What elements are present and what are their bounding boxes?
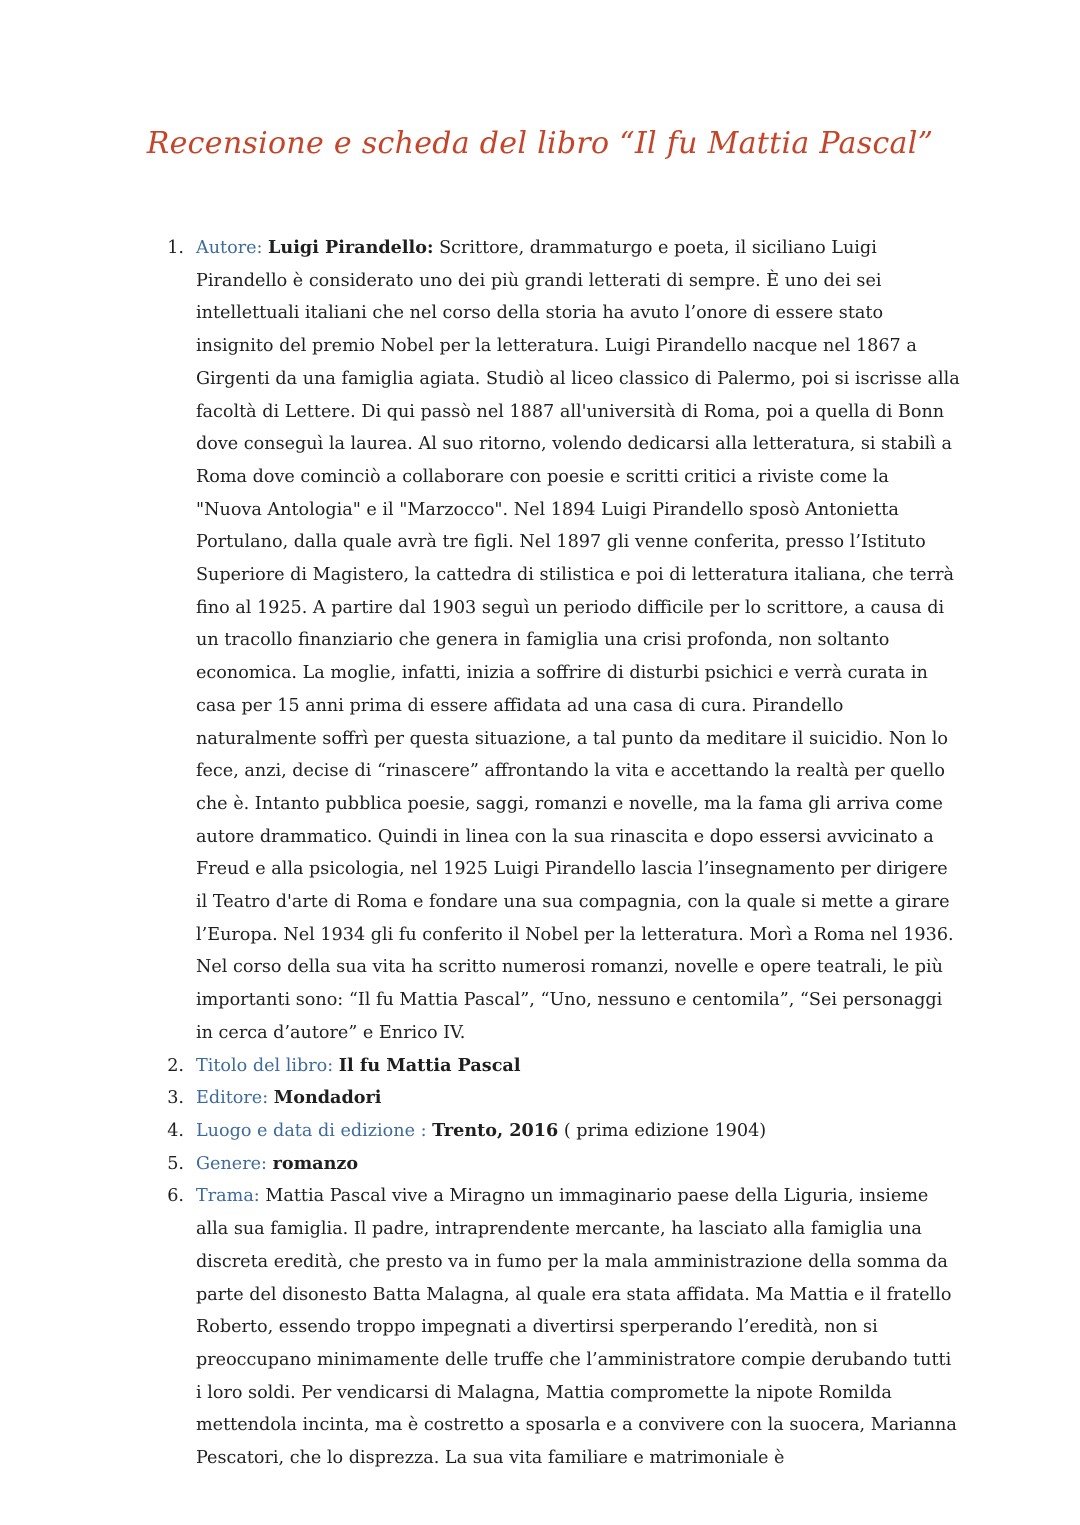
list-item-luogo-data [160,1115,960,1148]
item-number: 4. [167,1120,184,1141]
item-value: Luigi Pirandello: [268,237,434,258]
item-number: 6. [167,1186,184,1207]
item-number: 1. [167,238,184,258]
item-number: 2. [167,1055,184,1076]
item-label: Editore: [196,1088,269,1109]
item-label: Genere: [196,1153,267,1174]
item-value: Trento, 2016 [432,1119,559,1141]
page-title: Recensione e scheda del libro “Il fu Mattia Pascal” [146,126,934,161]
list-item-editore [160,1082,960,1115]
item-text: Mattia Pascal vive a Miragno un immaginario paese della Liguria, insieme alla sua famiglia. Il padre, intraprendente mercante, ha lasciato alla famiglia una discreta eredità, che presto va in fumo per la mala amministrazione della somma da parte del disonesto Batta Malagna, al quale era stata affidata. Ma Mattia e il fratello Roberto, essendo troppo impegnati a divertirsi sperperando l’eredità, non si preoccupano minimamente delle truffe che l’amministratore compie derubando tutti i loro soldi. Per vendicarsi di Malagna, Mattia compromette la nipote Romilda mettendola incinta, ma è costretto a sposarla e a convivere con la suocera, Marianna Pescatori, che lo disprezza. La sua vita familiare e matrimoniale è [196,1186,957,1469]
item-text: Scrittore, drammaturgo e poeta, il siciliano Luigi Pirandello è considerato uno dei più grandi letterati di sempre. È uno dei sei intellettuali italiani che nel corso della storia ha avuto l’onore di essere stato insignito del premio Nobel per la letteratura. Luigi Pirandello nacque nel 1867 a Girgenti da una famiglia agiata. Studiò al liceo classico di Palermo, poi si iscrisse alla facoltà di Lettere. Di qui passò nel 1887 all'università di Roma, poi a quella di Bonn dove conseguì la laurea. Al suo ritorno, volendo dedicarsi alla letteratura, si stabilì a Roma dove cominciò a collaborare con poesie e scritti critici a riviste come la "Nuova Antologia" e il "Marzocco". Nel 1894 Luigi Pirandello sposò Antonietta Portulano, dalla quale avrà tre figli. Nel 1897 gli venne conferita, presso l’Istituto Superiore di Magistero, la cattedra di stilistica e poi di letteratura italiana, che terrà fino al 1925. A partire dal 1903 seguì un periodo difficile per lo scrittore, a causa di un tracollo finanziario che genera in famiglia una crisi profonda, non soltanto economica. La moglie, infatti, inizia a soffrire di disturbi psichici e verrà curata in casa per 15 anni prima di essere affidata ad una casa di cura. Pirandello naturalmente soffrì per questa situazione, a tal punto da meditare il suicidio. Non lo fece, anzi, decise di “rinascere” affrontando la vita e accettando la realtà per quello che è. Intanto pubblica poesie, saggi, romanzi e novelle, ma la fama gli arriva come autore drammatico. Quindi in linea con la sua rinascita e dopo essersi avvicinato a Freud e alla psicologia, nel 1925 Luigi Pirandello lascia l’insegnamento per dirigere il Teatro d'arte di Roma e fondare una sua compagnia, con la quale si mette a girare l’Europa. Nel 1934 gli fu conferito il Nobel per la letteratura. Morì a Roma nel 1936. Nel corso della sua vita ha scritto numerosi romanzi, novelle e opere teatrali, le più importanti sono: “Il fu Mattia Pascal”, “Uno, nessuno e centomila”, “Sei personaggi in cerca d’autore” e Enrico IV. [196,238,960,1043]
item-value: Il fu Mattia Pascal [338,1054,521,1076]
item-number: 3. [167,1088,184,1109]
item-text: ( prima edizione 1904) [563,1120,767,1141]
item-value: romanzo [272,1152,359,1174]
item-label: Trama: [196,1186,260,1207]
list-item-autore [160,232,960,1050]
item-number: 5. [167,1153,184,1174]
list-item-titolo [160,1050,960,1083]
item-label: Titolo del libro: [196,1055,334,1076]
item-label: Luogo e data di edizione : [196,1120,427,1141]
item-label: Autore: [196,238,263,258]
numbered-list [160,232,960,1475]
list-item-trama [160,1180,960,1474]
item-value: Mondadori [273,1087,382,1109]
list-item-genere [160,1148,960,1181]
